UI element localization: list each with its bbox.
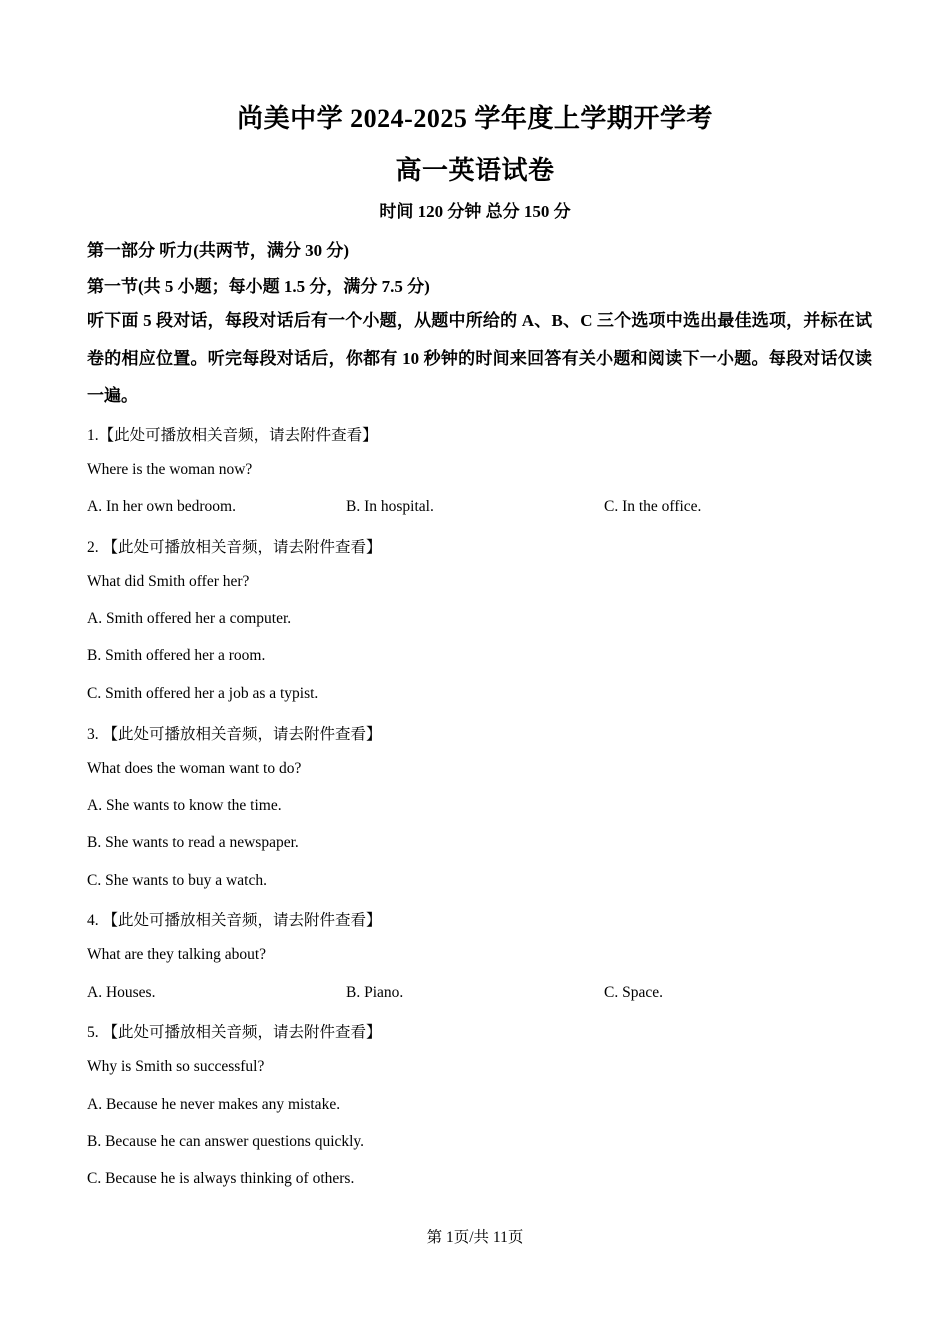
question-5-option-b[interactable]: B. Because he can answer questions quickly.	[87, 1133, 365, 1150]
exam-meta: 时间 120 分钟 总分 150 分	[379, 202, 571, 221]
audio-note: 【此处可播放相关音频，请去附件查看】	[102, 726, 382, 743]
subsection-heading: 第一节(共 5 小题；每小题 1.5 分，满分 7.5 分)	[87, 277, 430, 296]
question-2-option-c[interactable]: C. Smith offered her a job as a typist.	[87, 685, 319, 702]
question-4-stem: What are they talking about?	[87, 946, 267, 963]
question-5-stem: Why is Smith so successful?	[87, 1058, 265, 1075]
question-number: 4.	[87, 912, 99, 929]
instructions-paragraph: 听下面 5 段对话，每段对话后有一个小题，从题中所给的 A、B、C 三个选项中选出最佳选项，并标在试卷的相应位置。听完每段对话后，你都有 10 秒钟的时间来回答有关小题和阅读下一小题。每段对话仅读一遍。	[87, 311, 873, 405]
audio-note: 【此处可播放相关音频，请去附件查看】	[102, 1024, 382, 1041]
page-number: 第 1页/共 11页	[426, 1229, 524, 1246]
question-3-option-b[interactable]: B. She wants to read a newspaper.	[87, 834, 299, 851]
question-3-stem: What does the woman want to do?	[87, 760, 302, 777]
audio-note: 【此处可播放相关音频，请去附件查看】	[98, 427, 378, 444]
question-2-stem: What did Smith offer her?	[87, 573, 250, 590]
question-number: 5.	[87, 1024, 99, 1041]
question-number: 3.	[87, 726, 99, 743]
question-2-option-b[interactable]: B. Smith offered her a room.	[87, 647, 266, 664]
part-heading: 第一部分 听力(共两节，满分 30 分)	[87, 241, 350, 260]
question-1-option-c[interactable]: C. In the office.	[604, 498, 702, 515]
question-2-audio[interactable]	[87, 535, 382, 557]
audio-note: 【此处可播放相关音频，请去附件查看】	[102, 912, 382, 929]
question-4-option-a[interactable]: A. Houses.	[87, 984, 156, 1001]
question-5-audio[interactable]	[87, 1020, 382, 1042]
question-1-stem: Where is the woman now?	[87, 461, 253, 478]
question-4-option-b[interactable]: B. Piano.	[346, 984, 404, 1001]
question-1-audio[interactable]	[87, 423, 378, 445]
question-4-audio[interactable]	[87, 908, 382, 930]
exam-subject: 高一英语试卷	[395, 156, 555, 185]
question-3-option-c[interactable]: C. She wants to buy a watch.	[87, 872, 267, 889]
question-number: 1.	[87, 427, 99, 444]
question-1-option-a[interactable]: A. In her own bedroom.	[87, 498, 236, 515]
question-1-option-b[interactable]: B. In hospital.	[346, 498, 434, 515]
question-2-option-a[interactable]: A. Smith offered her a computer.	[87, 610, 292, 627]
question-5-option-c[interactable]: C. Because he is always thinking of others.	[87, 1170, 355, 1187]
question-5-option-a[interactable]: A. Because he never makes any mistake.	[87, 1096, 341, 1113]
audio-note: 【此处可播放相关音频，请去附件查看】	[102, 539, 382, 556]
exam-title: 尚美中学 2024-2025 学年度上学期开学考	[237, 104, 713, 133]
question-3-audio[interactable]	[87, 722, 382, 744]
question-number: 2.	[87, 539, 99, 556]
question-4-option-c[interactable]: C. Space.	[604, 984, 663, 1001]
question-3-option-a[interactable]: A. She wants to know the time.	[87, 797, 282, 814]
